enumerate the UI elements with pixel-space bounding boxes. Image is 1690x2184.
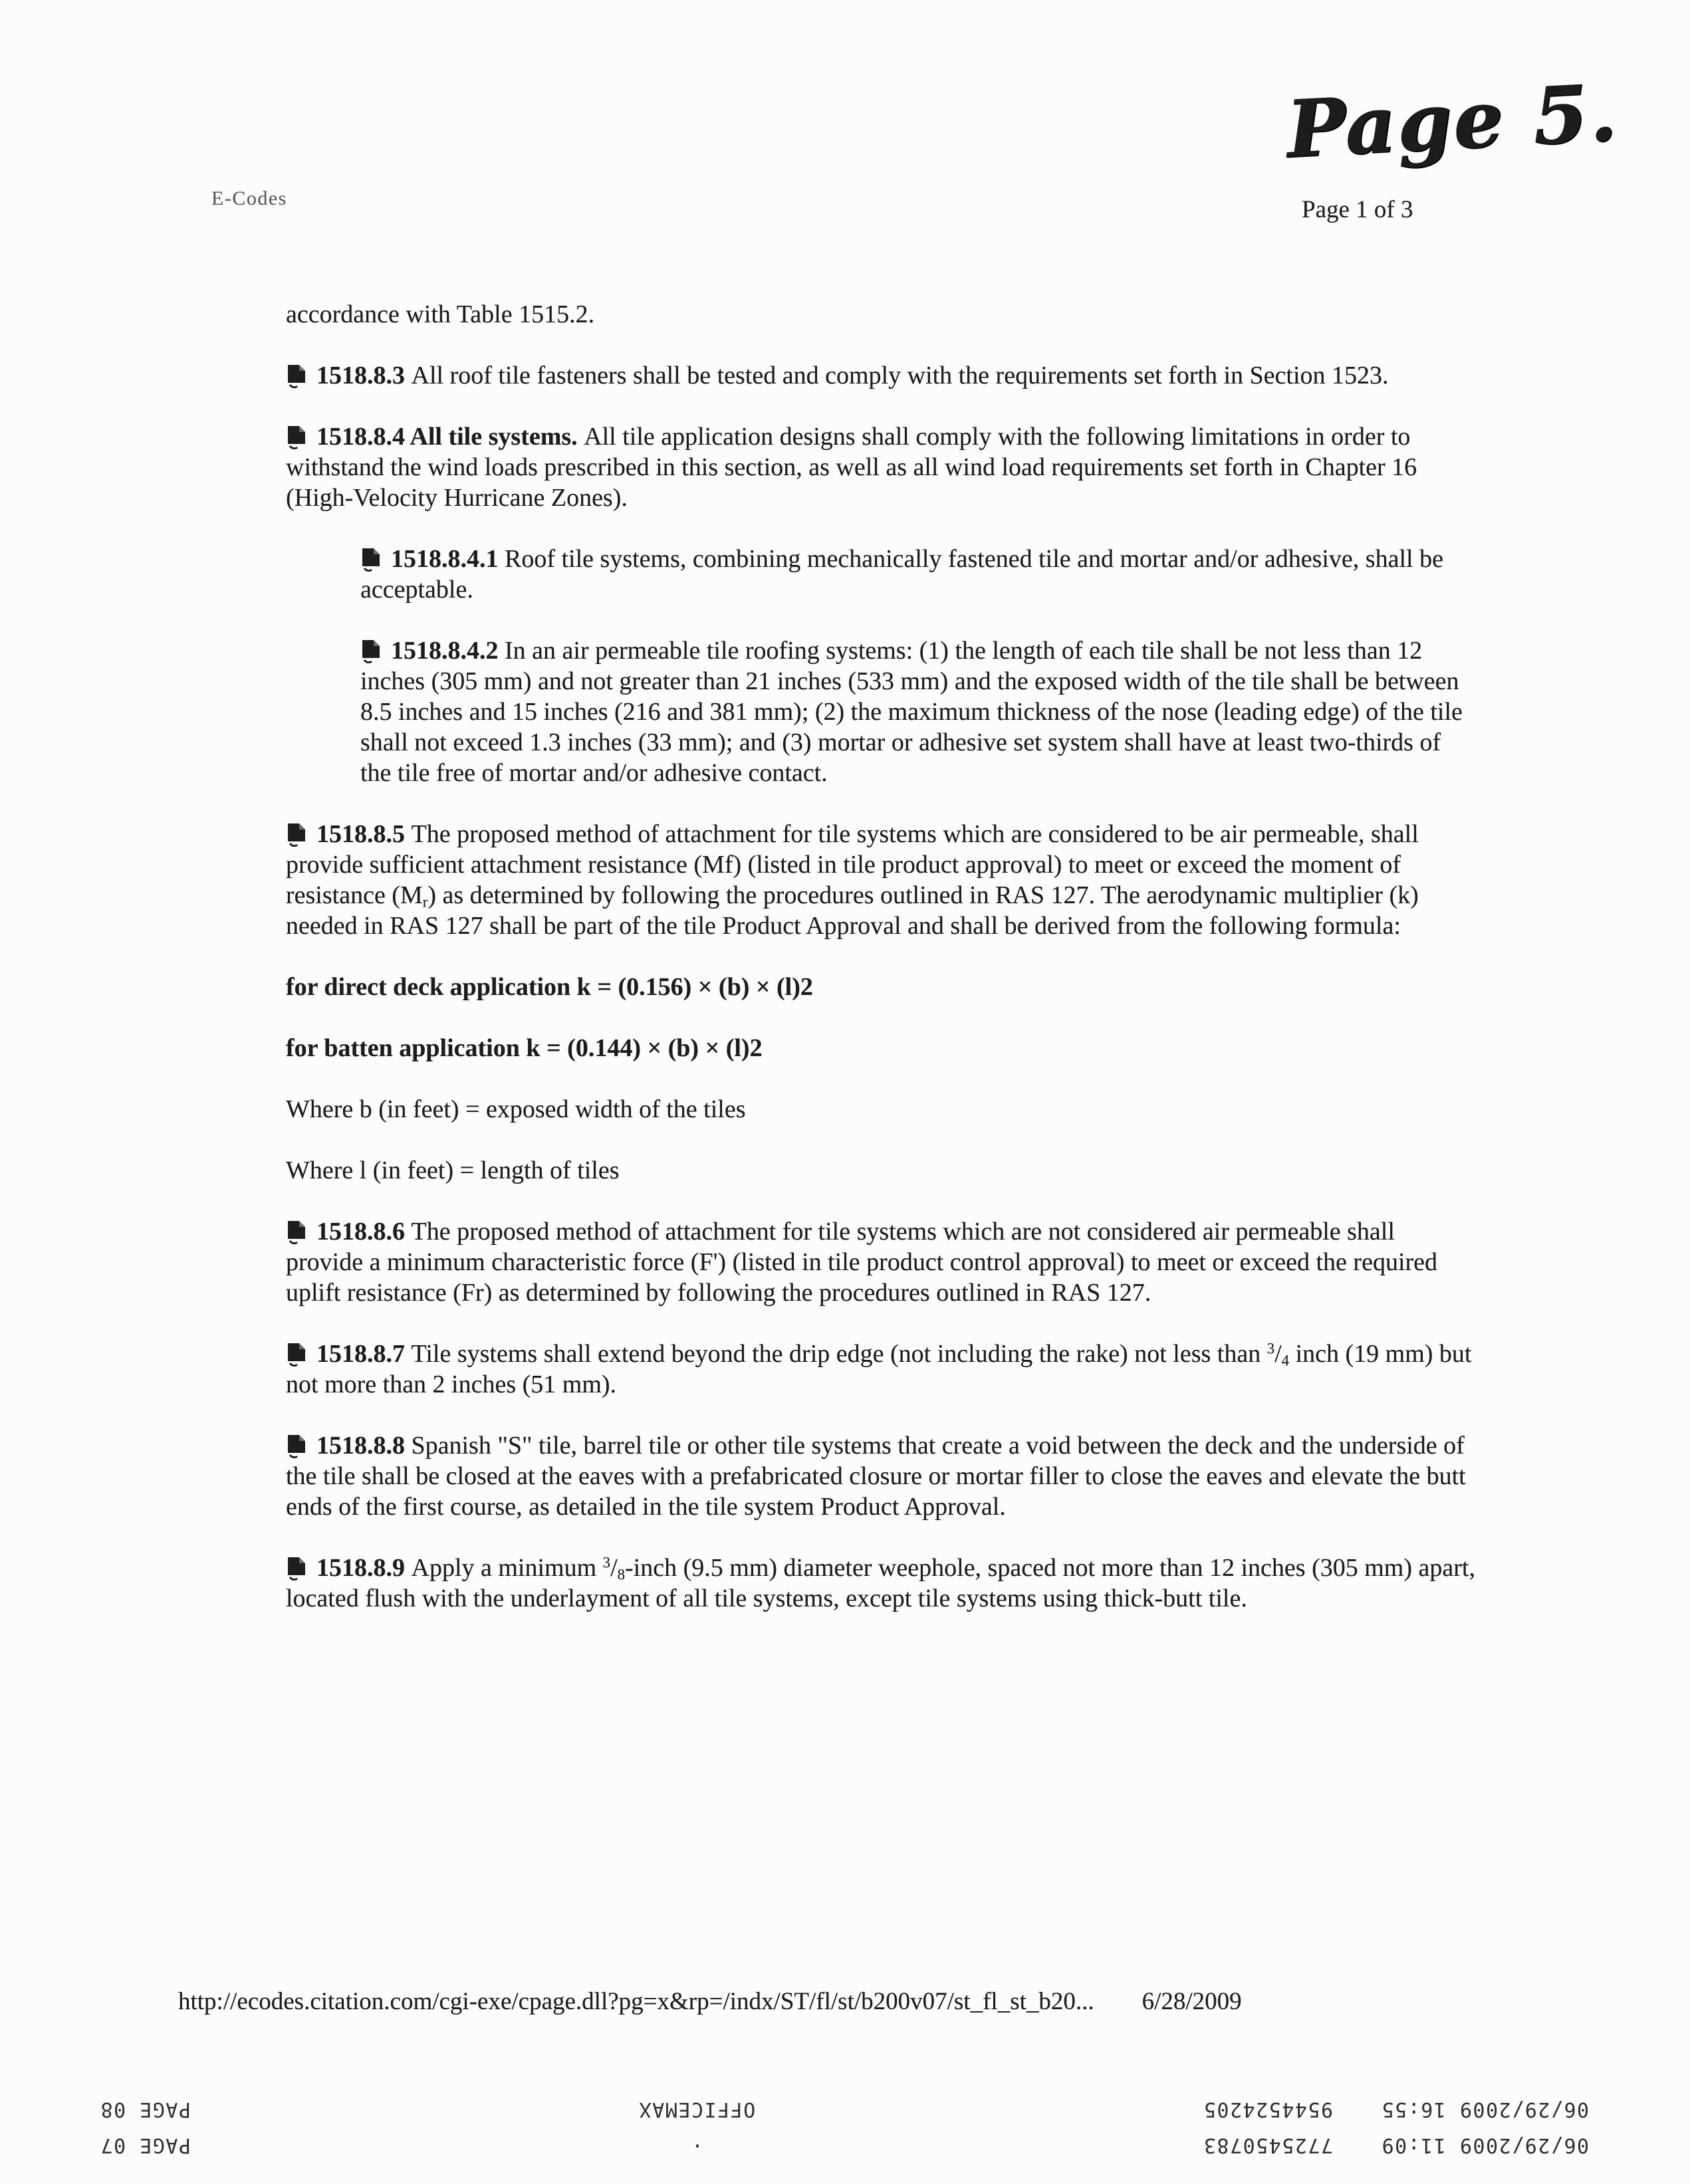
text-segment: for batten application k = (0.144) × (b) × (l)2 xyxy=(286,1034,763,1062)
text-segment: 3 xyxy=(602,1554,611,1571)
paragraph xyxy=(286,819,1477,941)
fax-header-row xyxy=(100,2133,1589,2157)
text-segment: accordance with Table 1515.2. xyxy=(286,300,595,328)
text-segment: 1518.8.8 xyxy=(316,1432,412,1460)
section-link-icon xyxy=(360,639,382,663)
footer-url-line xyxy=(178,1987,1242,2016)
text-segment: / xyxy=(610,1554,618,1582)
fax-datetime: 06/29/2009 16:55 xyxy=(1381,2098,1589,2121)
text-segment: -inch (9.5 mm) diameter weephole, spaced not more than 12 inches (305 mm) apart, located flush with the underlayment of all tile systems, except tile systems using thick-butt tile. xyxy=(286,1554,1475,1612)
paragraph xyxy=(360,635,1477,788)
paragraph xyxy=(286,1553,1477,1614)
text-segment: / xyxy=(1274,1340,1282,1368)
section-link-icon xyxy=(286,1557,307,1581)
paragraph xyxy=(360,544,1477,605)
text-segment: r xyxy=(422,893,428,911)
document-body xyxy=(286,299,1477,1614)
text-segment: Apply a minimum xyxy=(411,1554,603,1582)
paragraph xyxy=(286,360,1477,391)
text-segment: 1518.8.7 xyxy=(316,1340,412,1368)
fax-number: 7725450783 xyxy=(1203,2133,1334,2157)
text-segment: 1518.8.4 All tile systems. xyxy=(316,423,584,451)
section-link-icon xyxy=(360,548,382,572)
text-segment: 8 xyxy=(617,1566,626,1583)
fax-timestamp-group xyxy=(1203,2098,1589,2121)
text-segment: The proposed method of attachment for tile systems which are not considered air permeable shall provide a minimum characteristic force (F') (listed in tile product control approval) to meet or exceed the required uplift resistance (Fr) as determined by following the procedures outlined in RAS 127. xyxy=(286,1218,1438,1307)
footer-url: http://ecodes.citation.com/cgi-exe/cpage.dll?pg=x&rp=/indx/ST/fl/st/b200v07/st_fl_st_b20... xyxy=(178,1988,1094,2015)
text-segment: 1518.8.4.2 xyxy=(391,637,505,665)
text-segment: ) as determined by following the procedures outlined in RAS 127. The aerodynamic multiplier (k) needed in RAS 127 shall be part of the tile Product Approval and shall be derived from the following formula: xyxy=(286,881,1419,940)
paragraph xyxy=(286,1339,1477,1400)
fax-datetime: 06/29/2009 11:09 xyxy=(1381,2133,1589,2157)
text-segment: All tile application designs shall comply with the following limitations in order to withstand the wind loads prescribed in this section, as well as all wind load requirements set forth in Chapter 16 (High-Velocity Hurricane Zones). xyxy=(286,423,1417,512)
text-segment: The proposed method of attachment for tile systems which are considered to be air permeable, shall provide sufficient attachment resistance (Mf) (listed in tile product approval) to meet or exceed the moment of resistance (M xyxy=(286,820,1419,909)
handwritten-page-note: Page 5. xyxy=(1284,66,1620,175)
section-link-icon xyxy=(286,1220,307,1244)
text-segment: All roof tile fasteners shall be tested and comply with the requirements set forth in Section 1523. xyxy=(411,362,1389,389)
fax-sender: OFFICEMAX xyxy=(638,2098,756,2121)
text-segment: inch (19 mm) but not more than 2 inches (51 mm). xyxy=(286,1340,1472,1398)
footer-date: 6/28/2009 xyxy=(1142,1988,1242,2015)
paragraph xyxy=(286,1430,1477,1522)
text-segment: 1518.8.5 xyxy=(316,820,412,848)
fax-separator-dot: · xyxy=(690,2133,703,2157)
text-segment: 1518.8.9 xyxy=(316,1554,412,1582)
section-link-icon xyxy=(286,364,307,388)
paragraph xyxy=(286,299,1477,330)
fax-page-label: PAGE 07 xyxy=(100,2133,191,2157)
paragraph xyxy=(286,421,1477,513)
fax-timestamp-group xyxy=(1203,2133,1589,2157)
text-segment: Tile systems shall extend beyond the drip edge (not including the rake) not less than xyxy=(411,1340,1267,1368)
text-segment: 1518.8.4.1 xyxy=(391,545,505,573)
ecodes-header-label: E-Codes xyxy=(211,187,287,209)
text-segment: Spanish "S" tile, barrel tile or other tile systems that create a void between the deck and the underside of the tile shall be closed at the eaves with a prefabricated closure or mortar filler to close the eaves and elevate the butt ends of the first course, as detailed in the tile system Product Approval. xyxy=(286,1432,1466,1521)
text-segment: for direct deck application k = (0.156) × (b) × (l)2 xyxy=(286,973,813,1001)
text-segment: Where b (in feet) = exposed width of the tiles xyxy=(286,1095,746,1123)
section-link-icon xyxy=(286,1434,307,1458)
page-indicator: Page 1 of 3 xyxy=(1302,196,1413,223)
paragraph xyxy=(286,1033,1477,1063)
text-segment: Where l (in feet) = length of tiles xyxy=(286,1156,620,1184)
paragraph xyxy=(286,972,1477,1002)
paragraph xyxy=(286,1216,1477,1308)
fax-page-label: PAGE 08 xyxy=(100,2098,191,2121)
paragraph xyxy=(286,1094,1477,1125)
section-link-icon xyxy=(286,1343,307,1366)
text-segment: 4 xyxy=(1281,1352,1290,1369)
text-segment: In an air permeable tile roofing systems: (1) the length of each tile shall be not less than 12 inches (305 mm) and not greater than 21 inches (533 mm) and the exposed width of the tile shall be between 8.5 inches and 15 inches (216 and 381 mm); (2) the maximum thickness of the nose (leading edge) of the tile shall not exceed 1.3 inches (33 mm); and (3) mortar or adhesive set system shall have at least two-thirds of the tile free of mortar and/or adhesive contact. xyxy=(360,637,1463,787)
paragraph xyxy=(286,1155,1477,1186)
text-segment: 1518.8.3 xyxy=(316,362,412,389)
section-link-icon xyxy=(286,823,307,847)
fax-header-row xyxy=(100,2098,1589,2121)
fax-number: 9544524205 xyxy=(1203,2098,1334,2121)
text-segment: 1518.8.6 xyxy=(316,1218,412,1246)
section-link-icon xyxy=(286,425,307,449)
text-segment: Roof tile systems, combining mechanically fastened tile and mortar and/or adhesive, shall be acceptable. xyxy=(360,545,1443,603)
text-segment: 3 xyxy=(1267,1340,1275,1357)
